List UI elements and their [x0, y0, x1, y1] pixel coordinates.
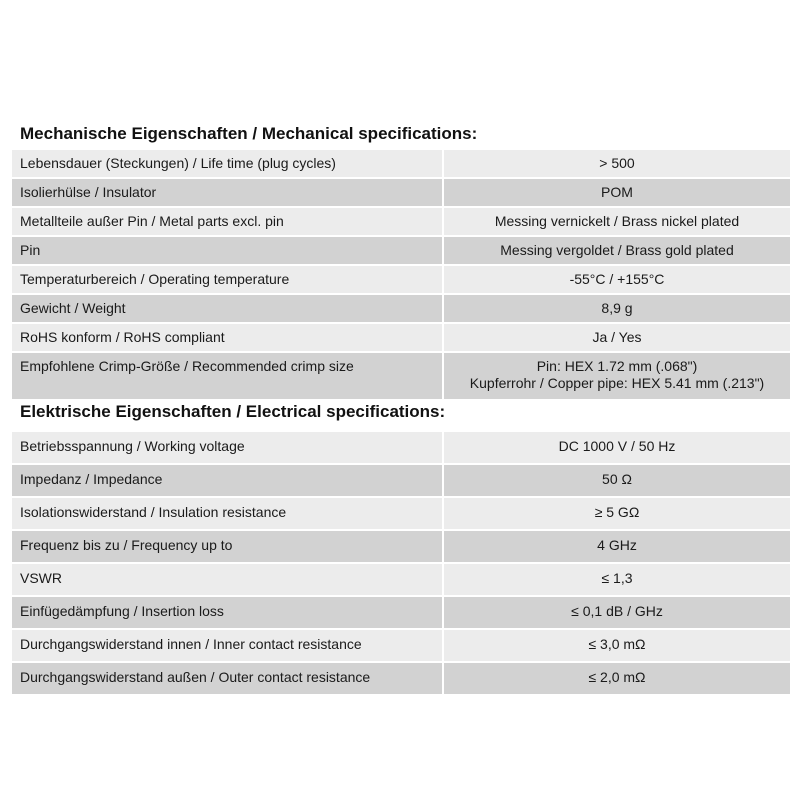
spec-value: > 500 [443, 150, 790, 178]
table-row [12, 662, 790, 695]
spec-label: Isolationswiderstand / Insulation resistance [12, 497, 443, 530]
table-row [12, 178, 790, 207]
table-row [12, 294, 790, 323]
spec-label: Temperaturbereich / Operating temperature [12, 265, 443, 294]
electrical-spec-table [12, 432, 790, 696]
spec-value: Messing vernickelt / Brass nickel plated [443, 207, 790, 236]
spec-label: Frequenz bis zu / Frequency up to [12, 530, 443, 563]
electrical-section-title: Elektrische Eigenschaften / Electrical specifications: [20, 402, 446, 421]
table-row [12, 432, 790, 464]
spec-label: Lebensdauer (Steckungen) / Life time (plug cycles) [12, 150, 443, 178]
spec-value [443, 352, 790, 400]
table-row [12, 596, 790, 629]
spec-value-line: Kupferrohr / Copper pipe: HEX 5.41 mm (.213") [469, 375, 765, 391]
spec-value: Messing vergoldet / Brass gold plated [443, 236, 790, 265]
spec-label: Gewicht / Weight [12, 294, 443, 323]
spec-value: ≤ 0,1 dB / GHz [443, 596, 790, 629]
table-row [12, 352, 790, 400]
mechanical-spec-table [12, 150, 790, 401]
spec-label: Durchgangswiderstand außen / Outer contact resistance [12, 662, 443, 695]
table-row [12, 563, 790, 596]
spec-value: DC 1000 V / 50 Hz [443, 432, 790, 464]
spec-label: Isolierhülse / Insulator [12, 178, 443, 207]
table-row [12, 464, 790, 497]
spec-label: VSWR [12, 563, 443, 596]
spec-label: Einfügedämpfung / Insertion loss [12, 596, 443, 629]
spec-value-line: Pin: HEX 1.72 mm (.068") [536, 358, 698, 374]
table-row [12, 530, 790, 563]
spec-label: RoHS konform / RoHS compliant [12, 323, 443, 352]
spec-label: Metallteile außer Pin / Metal parts excl. pin [12, 207, 443, 236]
spec-label: Impedanz / Impedance [12, 464, 443, 497]
spec-value: 8,9 g [443, 294, 790, 323]
spec-value: 50 Ω [443, 464, 790, 497]
table-row [12, 629, 790, 662]
spec-value: ≤ 2,0 mΩ [443, 662, 790, 695]
spec-label: Pin [12, 236, 443, 265]
spec-value: ≤ 3,0 mΩ [443, 629, 790, 662]
spec-value: ≥ 5 GΩ [443, 497, 790, 530]
spec-value: 4 GHz [443, 530, 790, 563]
spec-label: Empfohlene Crimp-Größe / Recommended crimp size [12, 352, 443, 400]
spec-value: -55°C / +155°C [443, 265, 790, 294]
spec-label: Betriebsspannung / Working voltage [12, 432, 443, 464]
table-row [12, 207, 790, 236]
table-row [12, 236, 790, 265]
table-row [12, 265, 790, 294]
spec-value: POM [443, 178, 790, 207]
spec-value: Ja / Yes [443, 323, 790, 352]
table-row [12, 150, 790, 178]
mechanical-section-title: Mechanische Eigenschaften / Mechanical specifications: [20, 124, 478, 143]
table-row [12, 497, 790, 530]
table-row [12, 323, 790, 352]
spec-label: Durchgangswiderstand innen / Inner contact resistance [12, 629, 443, 662]
spec-value: ≤ 1,3 [443, 563, 790, 596]
